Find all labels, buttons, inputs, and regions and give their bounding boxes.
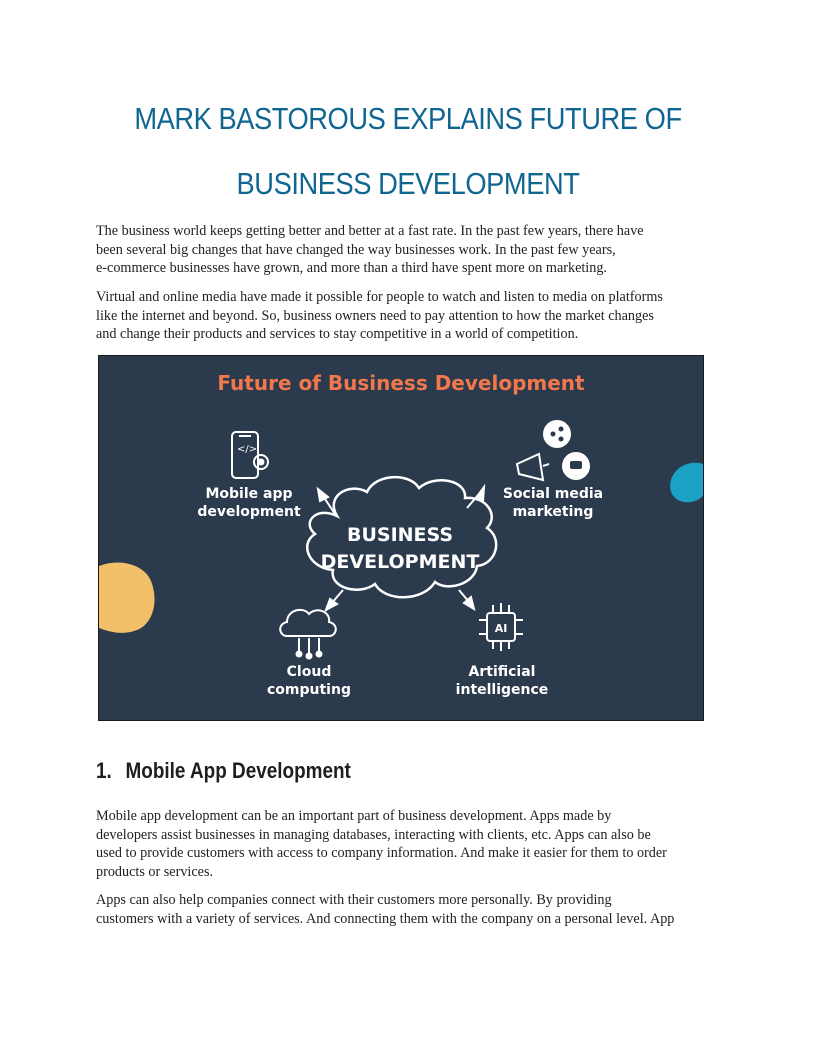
section-heading-mobile-app-development — [96, 758, 351, 784]
center-label-line-2: DEVELOPMENT — [320, 551, 480, 573]
node-ai-line-1: Artificial — [468, 664, 536, 680]
svg-text:</>: </> — [237, 444, 258, 455]
node-social-line-1: Social media — [502, 486, 604, 502]
future-of-business-development-figure — [98, 355, 704, 721]
node-mobile-line-2: development — [197, 504, 301, 520]
figure-title: Future of Business Development — [217, 371, 585, 395]
center-label-line-1: BUSINESS — [346, 524, 454, 546]
section-heading-text: Mobile App Development — [125, 758, 351, 783]
node-mobile-line-1: Mobile app — [205, 486, 293, 502]
node-cloud-line-1: Cloud — [286, 664, 332, 680]
section-number: 1. — [96, 758, 112, 783]
second-paragraph-line: like the internet and beyond. So, business owners need to pay attention to how the market changes — [96, 307, 654, 324]
section1-paragraph-2-line: customers with a variety of services. And connecting them with the company on a personal level. App — [96, 910, 675, 927]
section1-paragraph-2-line: Apps can also help companies connect with their customers more personally. By providing — [96, 892, 612, 908]
figure-graphic — [99, 356, 703, 720]
node-ai-line-2: intelligence — [455, 682, 549, 698]
section1-paragraph-1-line: used to provide customers with access to company information. And make it easier for them to order — [96, 845, 667, 861]
intro-line: been several big changes that have changed the way businesses work. In the past few years, — [96, 241, 616, 258]
node-social-line-2: marketing — [512, 504, 594, 520]
second-paragraph-line: Virtual and online media have made it possible for people to watch and listen to media on platforms — [96, 289, 663, 305]
section1-paragraph-1 — [96, 807, 722, 881]
intro-line: e-commerce businesses have grown, and more than a third have spent more on marketing. — [96, 260, 607, 276]
ai-chip-label: AI — [494, 622, 508, 635]
document-title-line-1: MARK BASTOROUS EXPLAINS FUTURE OF — [134, 101, 682, 136]
section1-paragraph-2 — [96, 891, 722, 928]
section1-paragraph-1-line: developers assist businesses in managing databases, interacting with clients, etc. Apps can also be — [96, 826, 651, 843]
document-title-line-2: BUSINESS DEVELOPMENT — [236, 166, 580, 201]
node-cloud-line-2: computing — [267, 682, 351, 698]
intro-paragraph — [96, 222, 722, 278]
second-paragraph — [96, 288, 722, 344]
intro-line: The business world keeps getting better and better at a fast rate. In the past few years, there have — [96, 223, 644, 239]
second-paragraph-line: and change their products and services to stay competitive in a world of competition. — [96, 326, 579, 342]
section1-paragraph-1-line: products or services. — [96, 863, 214, 880]
section1-paragraph-1-line: Mobile app development can be an important part of business development. Apps made by — [96, 808, 612, 824]
